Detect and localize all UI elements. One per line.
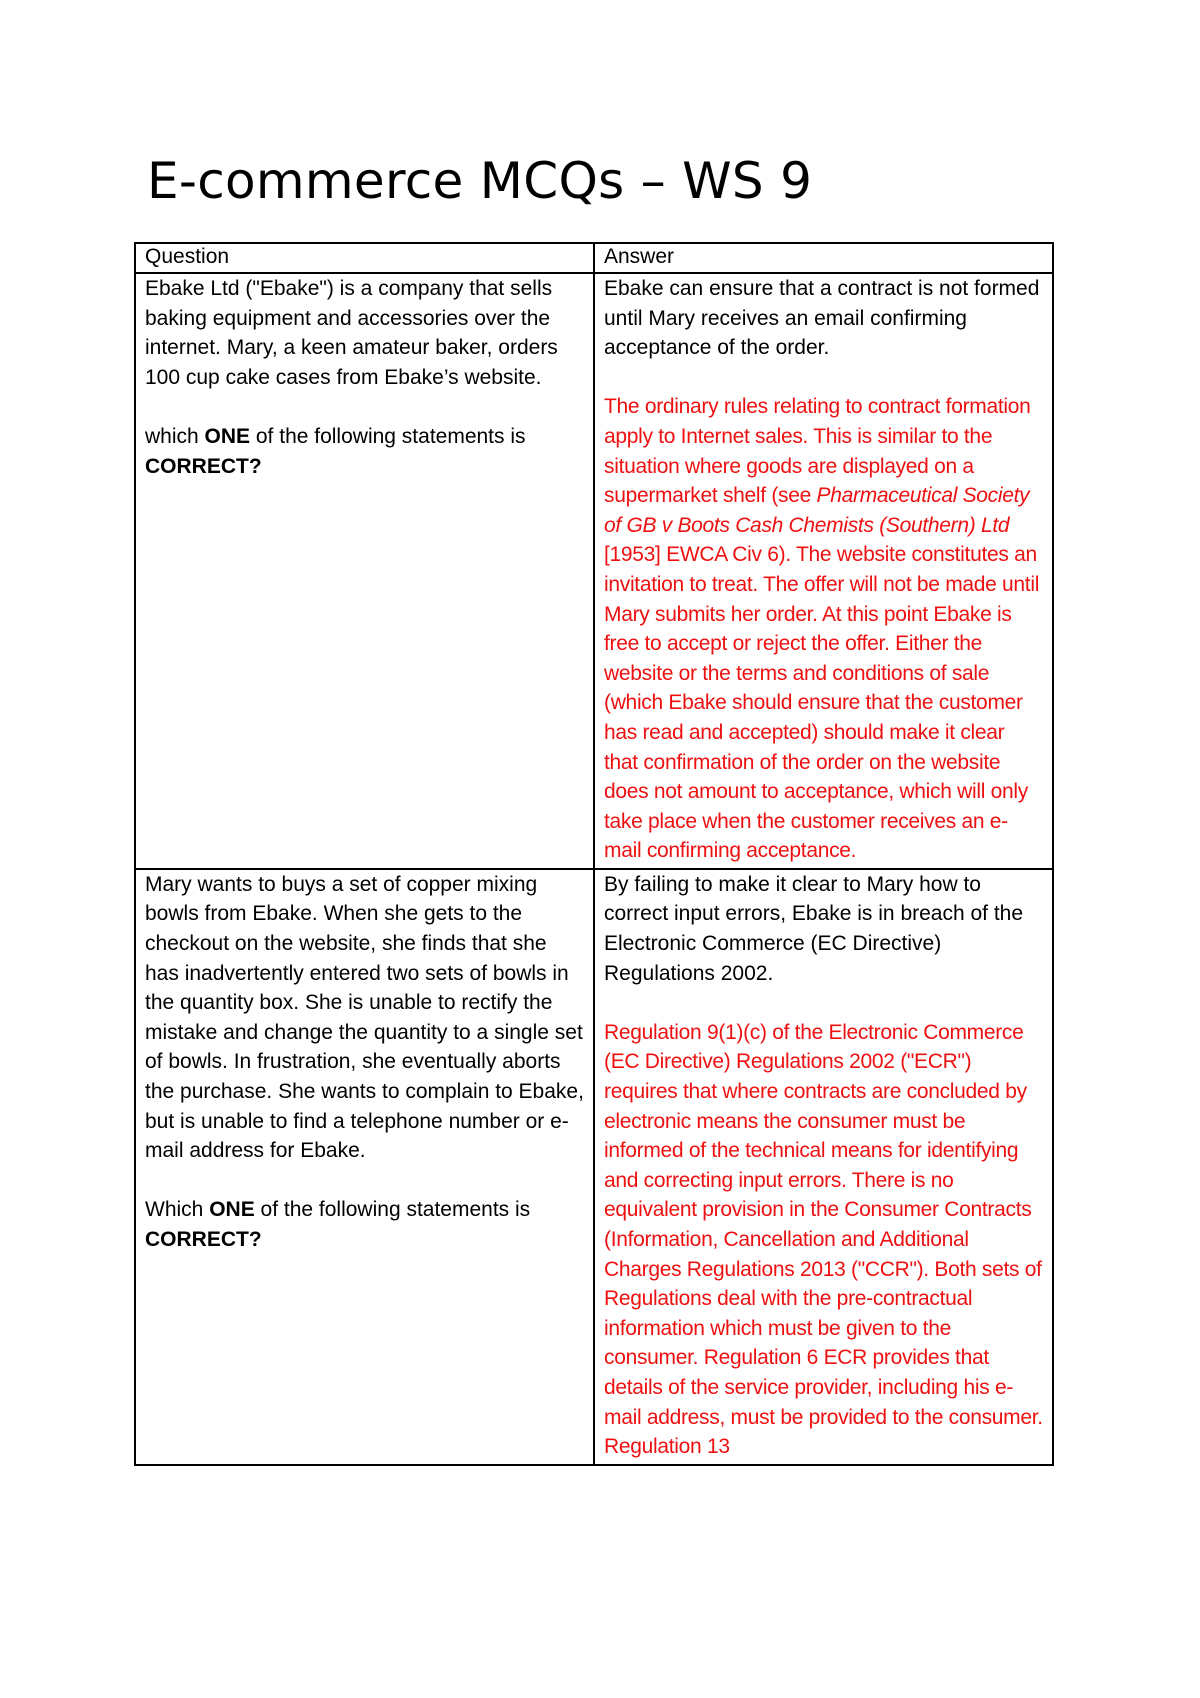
prompt-prefix: which [145, 424, 205, 448]
mcq-table [134, 242, 1054, 1466]
prompt-emphasis-correct: CORRECT? [145, 454, 262, 478]
question-prompt [145, 422, 584, 481]
question-prompt [145, 1195, 584, 1254]
column-header-answer: Answer [594, 243, 1053, 273]
prompt-middle: of the following statements is [250, 424, 526, 448]
explanation-text-continued: [1953] EWCA Civ 6). The website constitutes an invitation to treat. The offer will not be made until Mary submits her order. At this point Ebake is free to accept or reject the offer. Either the website or the terms and conditions of sale (which Ebake should ensure that the customer has read and accepted) should make it clear that confirmation of the order on the website does not amount to acceptance, which will only take place when the customer receives an e-mail confirming acceptance. [604, 543, 1040, 863]
prompt-emphasis-one: ONE [209, 1198, 255, 1222]
answer-cell [594, 869, 1053, 1465]
page-title: E-commerce MCQs – WS 9 [147, 152, 813, 210]
answer-statement: Ebake can ensure that a contract is not formed until Mary receives an email confirming acceptance of the order. [604, 277, 1040, 360]
question-scenario: Mary wants to buys a set of copper mixing bowls from Ebake. When she gets to the checkout on the website, she finds that she has inadvertently entered two sets of bowls in the quantity box. She is unable to rectify the mistake and change the quantity to a single set of bowls. In frustration, she eventually aborts the purchase. She wants to complain to Ebake, but is unable to find a telephone number or e-mail address for Ebake. [145, 872, 584, 1163]
case-citation: Pharmaceutical Society of GB v Boots Cash Chemists (Southern) Ltd [604, 484, 1030, 537]
prompt-emphasis-correct: CORRECT? [145, 1228, 262, 1251]
answer-explanation: Regulation 9(1)(c) of the Electronic Commerce (EC Directive) Regulations 2002 ("ECR") requires that where contracts are concluded by electronic means the consumer must be informed of the technical means for identifying and correcting input errors. There is no equivalent provision in the Consumer Contracts (Information, Cancellation and Additional Charges Regulations 2013 ("CCR"). Both sets of Regulations deal with the pre-contractual information which must be given to the consumer. Regulation 6 ECR provides that details of the service provider, including his e-mail address, must be provided to the consumer. Regulation 13 [604, 1020, 1043, 1459]
prompt-prefix: Which [145, 1198, 210, 1222]
prompt-emphasis-one: ONE [204, 424, 251, 448]
prompt-middle: of the following statements is [254, 1198, 531, 1222]
table-row [135, 273, 1053, 869]
question-cell [135, 273, 594, 869]
table-row [135, 869, 1053, 1465]
table-header-row [135, 243, 1053, 273]
answer-cell [594, 273, 1053, 869]
answer-explanation [604, 392, 1043, 866]
explanation-text: The ordinary rules relating to contract formation apply to Internet sales. This is similar to the situation where goods are displayed on a supermarket shelf (see [604, 395, 1031, 508]
question-scenario: Ebake Ltd ("Ebake") is a company that sells baking equipment and accessories over the internet. Mary, a keen amateur baker, orders 100 cup cake cases from Ebake’s website. [145, 277, 558, 389]
answer-statement: By failing to make it clear to Mary how to correct input errors, Ebake is in breach of the Electronic Commerce (EC Directive) Regulations 2002. [604, 872, 1024, 985]
question-cell [135, 869, 594, 1465]
column-header-question: Question [135, 243, 594, 273]
